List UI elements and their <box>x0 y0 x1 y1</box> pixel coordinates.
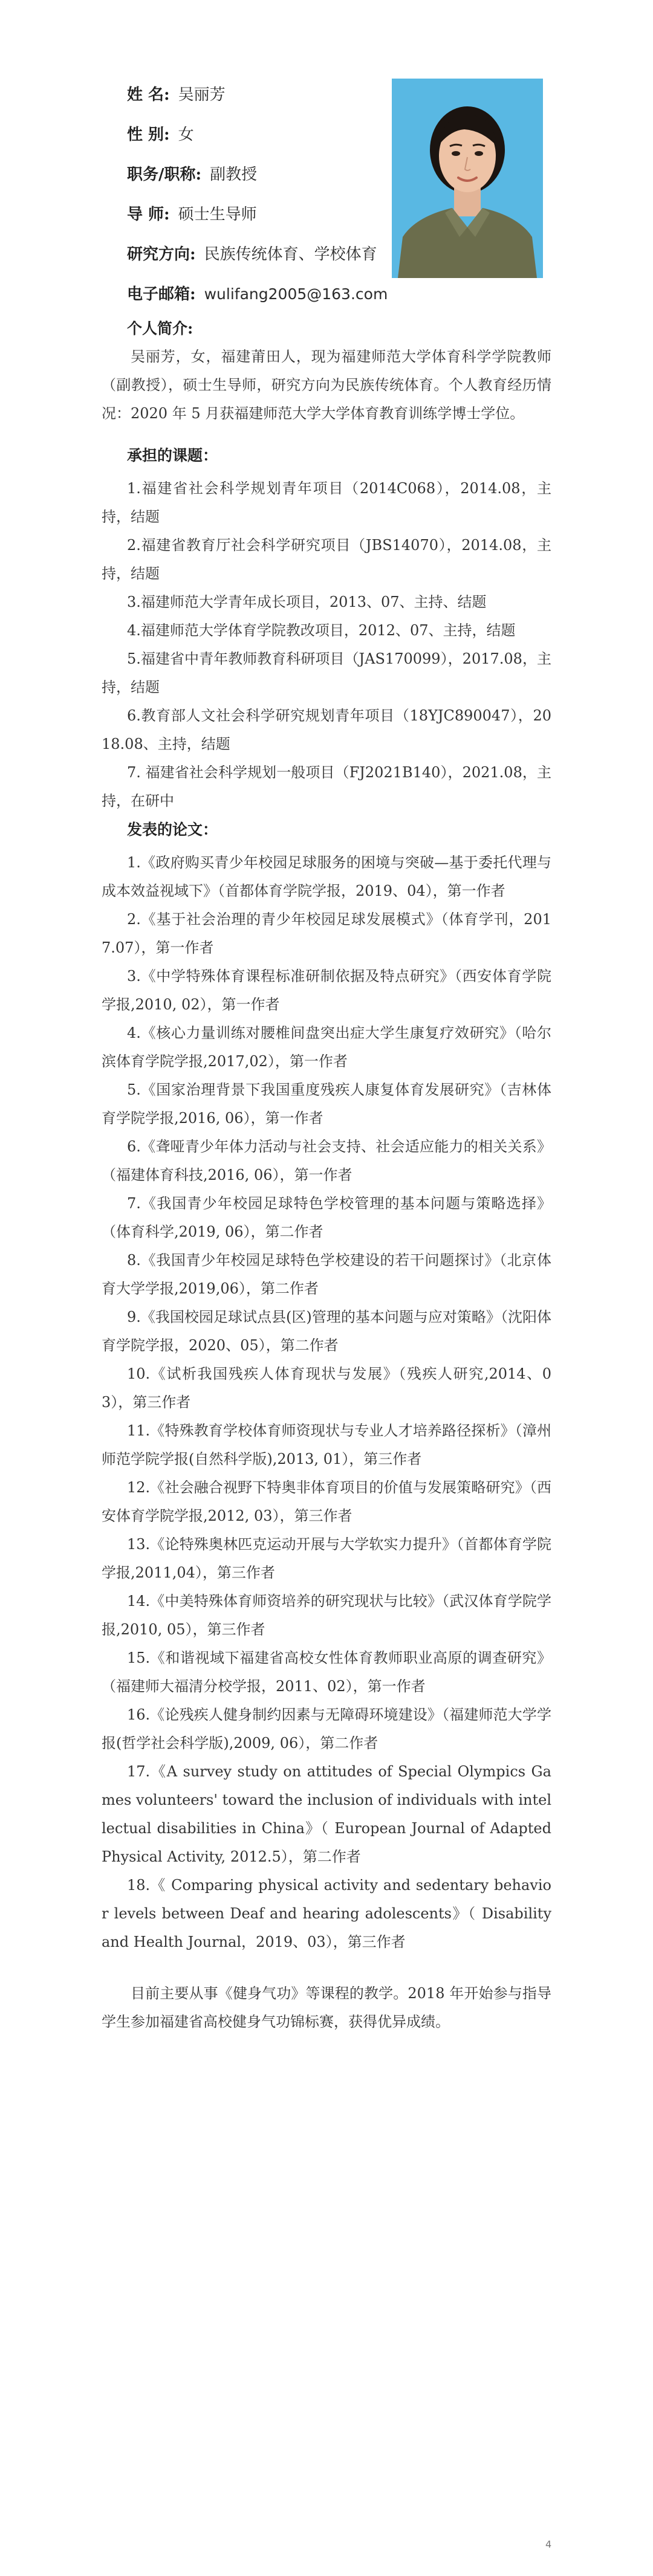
paper-item-6: 6.《聋哑青少年体力活动与社会支持、社会适应能力的相关关系》（福建体育科技,2016, 06），第一作者 <box>102 1138 551 1183</box>
project-item-7: 7. 福建省社会科学规划一般项目（FJ2021B140），2021.08，主持，在研中 <box>102 764 551 809</box>
paper-item-13: 13.《论特殊奥林匹克运动开展与大学软实力提升》（首都体育学院学报,2011,04），第三作者 <box>102 1536 551 1581</box>
email-label: 电子邮箱: <box>127 285 196 303</box>
name-value: 吴丽芳 <box>178 86 226 104</box>
profile-info <box>127 80 387 319</box>
project-item-5: 5.福建省中青年教师教育科研项目（JAS170099），2017.08，主持，结题 <box>102 650 551 696</box>
paper-item-14: 14.《中美特殊体育师资培养的研究现状与比较》（武汉体育学院学报,2010, 05），第三作者 <box>102 1593 551 1638</box>
title-label: 职务/职称: <box>127 166 202 184</box>
portrait-icon <box>392 79 543 278</box>
paper-item-12: 12.《社会融合视野下特奥非体育项目的价值与发展策略研究》（西安体育学院学报,2012, 03），第三作者 <box>102 1479 551 1524</box>
title-row <box>127 160 387 199</box>
paper-item-11: 11.《特殊教育学校体育师资现状与专业人才培养路径探析》（漳州师范学院学报(自然科学版),2013, 01），第三作者 <box>102 1422 551 1468</box>
paper-item-16: 16.《论残疾人健身制约因素与无障碍环境建设》（福建师范大学学报(哲学社会科学版),2009, 06），第二作者 <box>102 1706 551 1752</box>
name-row <box>127 80 387 120</box>
paper-item-10: 10.《试析我国残疾人体育现状与发展》（残疾人研究,2014、03），第三作者 <box>102 1365 551 1411</box>
paper-item-17: 17.《A survey study on attitudes of Special Olympics Games volunteers' toward the inclusion of individuals with intellectual disabilities in China》（ European Journal of Adapted Physical Activity, 2012.5），第二作者 <box>102 1763 551 1865</box>
paper-item-7: 7.《我国青少年校园足球特色学校管理的基本问题与策略选择》（体育科学,2019, 06），第二作者 <box>102 1195 551 1240</box>
supervisor-value: 硕士生导师 <box>178 205 257 224</box>
project-item-2: 2.福建省教育厅社会科学研究项目（JBS14070），2014.08，主持，结题 <box>102 537 551 582</box>
project-item-4: 4.福建师范大学体育学院教改项目，2012、07、主持，结题 <box>127 622 516 639</box>
paper-item-18: 18.《 Comparing physical activity and sedentary behavior levels between Deaf and hearing adolescents》（ Disability and Health Journal，2019、03），第三作者 <box>102 1877 551 1950</box>
paper-item-5: 5.《国家治理背景下我国重度残疾人康复体育发展研究》（吉林体育学院学报,2016, 06），第一作者 <box>102 1081 551 1127</box>
page-number: 4 <box>545 2539 552 2550</box>
supervisor-label: 导 师: <box>127 205 170 224</box>
paper-item-9: 9.《我国校园足球试点县(区)管理的基本问题与应对策略》（沈阳体育学院学报，2020、05），第二作者 <box>102 1309 551 1354</box>
intro-heading: 个人简介: <box>127 320 193 337</box>
gender-row <box>127 120 387 160</box>
portrait-photo <box>392 79 543 278</box>
project-item-3: 3.福建师范大学青年成长项目，2013、07、主持、结题 <box>127 594 487 610</box>
gender-value: 女 <box>178 126 194 144</box>
paper-item-8: 8.《我国青少年校园足球特色学校建设的若干问题探讨》（北京体育大学学报,2019,06），第二作者 <box>102 1252 551 1297</box>
intro-paragraph: 吴丽芳，女，福建莆田人，现为福建师范大学体育科学学院教师（副教授），硕士生导师，研究方向为民族传统体育。个人教育经历情况：2020 年 5 月获福建师范大学大学体育教育训练学博士学位。 <box>102 348 551 422</box>
gender-label: 性 别: <box>127 126 170 144</box>
paper-item-15: 15.《和谐视域下福建省高校女性体育教师职业高原的调查研究》（福建师大福清分校学报，2011、02），第一作者 <box>102 1649 551 1695</box>
paper-item-2: 2.《基于社会治理的青少年校园足球发展模式》（体育学刊，2017.07），第一作者 <box>102 911 551 956</box>
research-row <box>127 239 387 279</box>
supervisor-row <box>127 199 387 239</box>
title-value: 副教授 <box>210 166 258 184</box>
paper-item-3: 3.《中学特殊体育课程标准研制依据及特点研究》（西安体育学院学报,2010, 02），第一作者 <box>102 968 551 1013</box>
project-item-1: 1.福建省社会科学规划青年项目（2014C068），2014.08，主持，结题 <box>102 480 551 525</box>
teaching-paragraph: 目前主要从事《健身气功》等课程的教学。2018 年开始参与指导学生参加福建省高校健身气功锦标赛，获得优异成绩。 <box>102 1985 551 2030</box>
name-label: 姓 名: <box>127 86 170 104</box>
email-value: wulifang2005@163.com <box>204 285 388 303</box>
projects-heading: 承担的课题： <box>127 447 218 464</box>
research-label: 研究方向: <box>127 245 196 264</box>
research-value: 民族传统体育、学校体育 <box>204 245 377 264</box>
papers-heading: 发表的论文： <box>127 821 218 838</box>
projects-list <box>102 474 551 815</box>
paper-item-1: 1.《政府购买青少年校园足球服务的困境与突破—基于委托代理与成本效益视域下》（首都体育学院学报，2019、04），第一作者 <box>102 854 551 899</box>
papers-list <box>102 849 551 1956</box>
paper-item-4: 4.《核心力量训练对腰椎间盘突出症大学生康复疗效研究》（哈尔滨体育学院学报,2017,02），第一作者 <box>102 1024 551 1070</box>
email-row <box>127 279 387 319</box>
document-body <box>102 314 551 2036</box>
project-item-6: 6.教育部人文社会科学研究规划青年项目（18YJC890047），2018.08、主持，结题 <box>102 707 551 752</box>
